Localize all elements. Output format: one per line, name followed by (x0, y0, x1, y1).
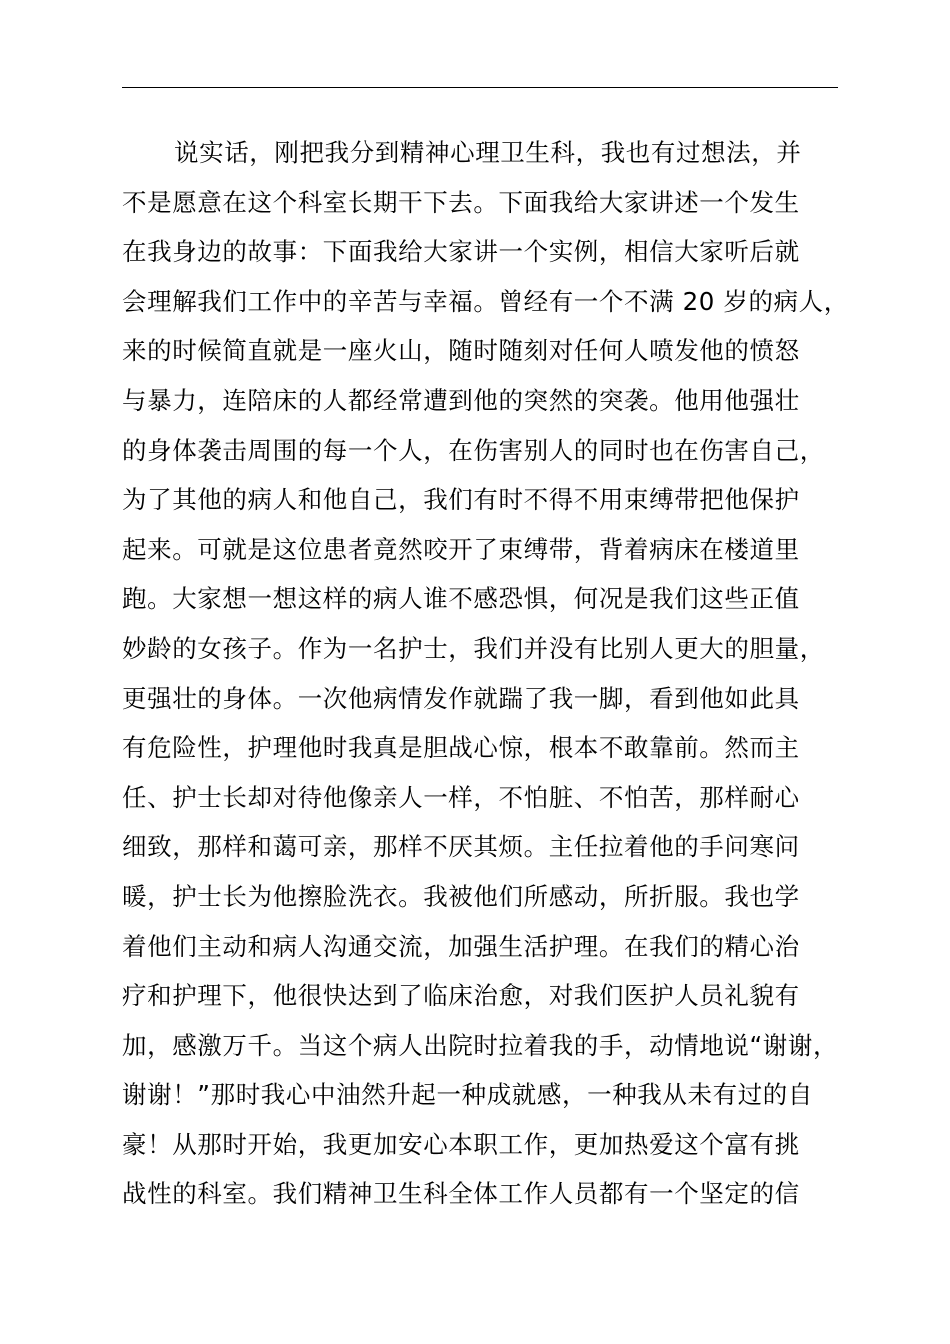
text-line: 任、护士长却对待他像亲人一样，不怕脏、不怕苦，那样耐心 (122, 782, 800, 812)
text-line: 与暴力，连陪床的人都经常遭到他的突然的突袭。他用他强壮 (122, 385, 800, 415)
text-line: 起来。可就是这位患者竟然咬开了束缚带，背着病床在楼道里 (122, 534, 800, 564)
text-line: 细致，那样和蔼可亲，那样不厌其烦。主任拉着他的手问寒问 (122, 832, 800, 862)
text-line: 来的时候简直就是一座火山，随时随刻对任何人喷发他的愤怒 (122, 336, 800, 366)
text-line: 会理解我们工作中的辛苦与幸福。曾经有一个不满 20 岁的病人， (122, 286, 849, 316)
text-line: 不是愿意在这个科室长期干下去。下面我给大家讲述一个发生 (122, 187, 800, 217)
text-line: 的身体袭击周围的每一个人，在伤害别人的同时也在伤害自己， (122, 435, 825, 465)
text-line: 跑。大家想一想这样的病人谁不感恐惧，何况是我们这些正值 (122, 584, 800, 614)
text-line: 更强壮的身体。一次他病情发作就踹了我一脚，看到他如此具 (122, 683, 800, 713)
text-line: 疗和护理下，他很快达到了临床治愈，对我们医护人员礼貌有 (122, 981, 800, 1011)
text-line: 妙龄的女孩子。作为一名护士，我们并没有比别人更大的胆量， (122, 633, 825, 663)
header-rule (122, 87, 838, 88)
text-line: 豪！从那时开始，我更加安心本职工作，更加热爱这个富有挑 (122, 1129, 800, 1159)
text-line: 为了其他的病人和他自己，我们有时不得不用束缚带把他保护 (122, 485, 800, 515)
text-line: 暖，护士长为他擦脸洗衣。我被他们所感动，所折服。我也学 (122, 881, 800, 911)
text-line: 有危险性，护理他时我真是胆战心惊，根本不敢靠前。然而主 (122, 733, 800, 763)
text-line: 说实话，刚把我分到精神心理卫生科，我也有过想法，并 (174, 138, 802, 167)
text-line: 谢谢！”那时我心中油然升起一种成就感，一种我从未有过的自 (122, 1080, 813, 1110)
body-paragraph (122, 128, 862, 1219)
text-line: 在我身边的故事：下面我给大家讲一个实例，相信大家听后就 (122, 237, 800, 267)
text-line: 加，感激万千。当这个病人出院时拉着我的手，动情地说“谢谢， (122, 1030, 839, 1060)
text-line: 战性的科室。我们精神卫生科全体工作人员都有一个坚定的信 (122, 1179, 800, 1209)
text-line: 着他们主动和病人沟通交流，加强生活护理。在我们的精心治 (122, 931, 800, 961)
